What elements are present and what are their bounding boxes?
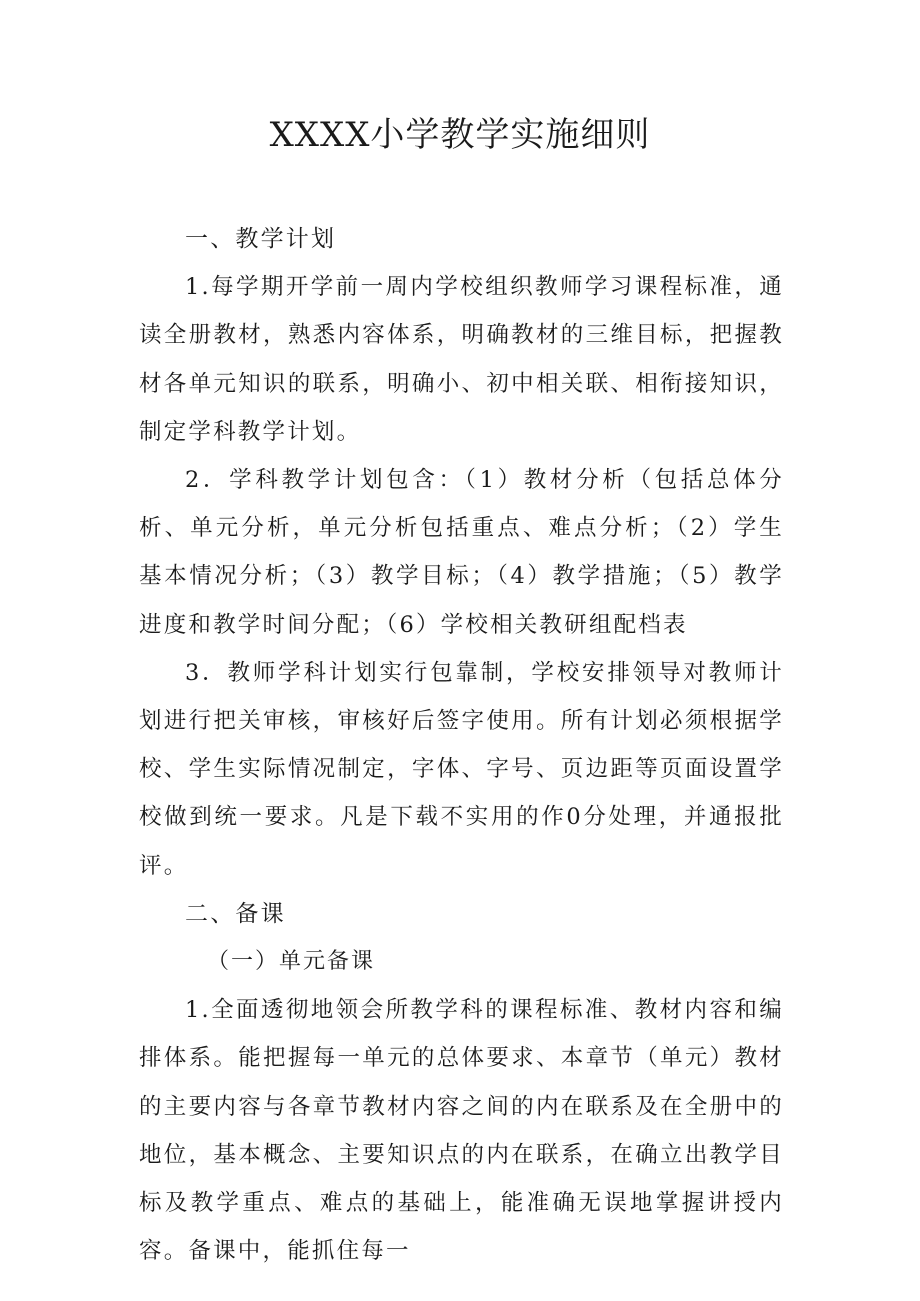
section-heading-lesson-prep: 二、备课 [185, 900, 286, 927]
subsection-heading-unit-prep: （一）单元备课 [207, 949, 376, 975]
paragraph-plan-2: 2．学科教学计划包含：（1）教材分析（包括总体分析、单元分析，单元分析包括重点、难点分析；（2）学生基本情况分析；（3）教学目标；（4）教学措施；（5）教学进度和教学时间分配；（6）学校相关教研组配档表 [139, 467, 784, 638]
document-title: XXXX小学教学实施细则 [269, 115, 651, 155]
document-body [139, 215, 784, 1275]
paragraph-plan-1: 1.每学期开学前一周内学校组织教师学习课程标准，通读全册教材，熟悉内容体系，明确教材的三维目标，把握教材各单元知识的联系，明确小、初中相关联、相衔接知识，制定学科教学计划。 [139, 274, 784, 445]
paragraph-prep-1: 1.全面透彻地领会所教学科的课程标准、教材内容和编排体系。能把握每一单元的总体要求、本章节（单元）教材的主要内容与各章节教材内容之间的内在联系及在全册中的地位，基本概念、主要知识点的内在联系，在确立出教学目标及教学重点、难点的基础上，能准确无误地掌握讲授内容。备课中，能抓住每一 [139, 997, 784, 1265]
paragraph-plan-3: 3．教师学科计划实行包靠制，学校安排领导对教师计划进行把关审核，审核好后签字使用。所有计划必须根据学校、学生实际情况制定，字体、字号、页边距等页面设置学校做到统一要求。凡是下载不实用的作0分处理，并通报批评。 [139, 659, 784, 879]
section-heading-teaching-plan: 一、教学计划 [185, 226, 337, 252]
